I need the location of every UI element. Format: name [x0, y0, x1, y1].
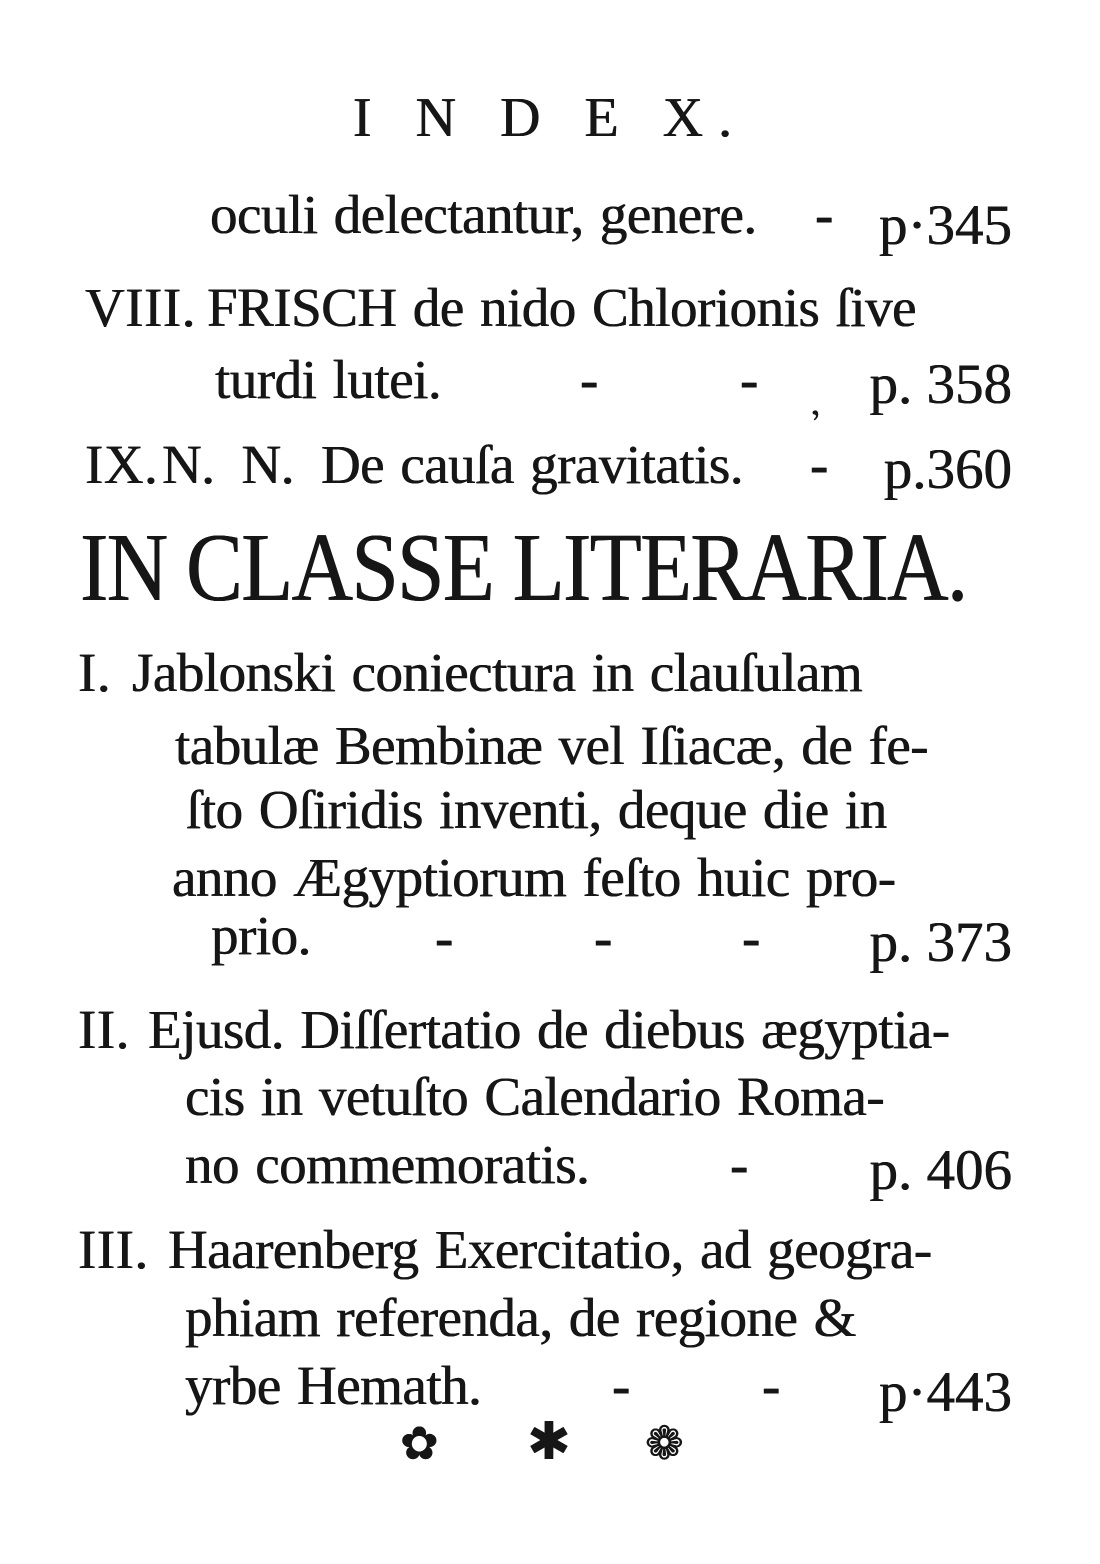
entry-number: IX.: [85, 434, 159, 495]
florette-ornament-icon: ✿: [400, 1416, 439, 1470]
leader-dash: -: [580, 349, 599, 410]
entry-number: I.: [78, 642, 112, 703]
leader-dash: -: [742, 907, 761, 968]
page-ref: p. 358: [869, 353, 1012, 416]
entry-line: ſto Oſiridis inventi, deque die in: [186, 779, 887, 840]
page-ref: p. 373: [869, 911, 1012, 974]
page-ref: p·345: [879, 194, 1012, 257]
page-ref: p·443: [879, 1361, 1012, 1424]
leader-dash: -: [730, 1134, 749, 1195]
entry-number: III.: [78, 1219, 149, 1280]
entry-line: no commemoratis.: [185, 1134, 590, 1195]
entry-number: II.: [78, 999, 130, 1060]
leader-dash: -: [612, 1355, 631, 1416]
leader-dash: -: [740, 349, 759, 410]
entry-line: N. N. De cauſa gravitatis.: [162, 434, 744, 495]
leader-dash: -: [810, 434, 829, 495]
florette-ornament-icon: ❁: [645, 1416, 684, 1470]
entry-line: Ejusd. Diſſertatio de diebus ægyptia-: [148, 999, 950, 1060]
entry-number: VIII.: [85, 277, 196, 338]
page-ref: p. 406: [869, 1139, 1012, 1202]
entry-line: Jablonski coniectura in clauſulam: [132, 642, 863, 703]
section-heading: IN CLASSE LITERARIA.: [80, 514, 967, 622]
leader-dash: -: [815, 184, 834, 245]
entry-line: Haarenberg Exercitatio, ad geogra-: [168, 1219, 932, 1280]
ink-speck: ʼ: [806, 401, 830, 443]
entry-line: prio.: [211, 905, 311, 966]
entry-line: phiam referenda, de regione &: [185, 1287, 856, 1348]
entry-line: turdi lutei.: [215, 349, 442, 410]
entry-continuation-text: oculi delectantur, genere.: [210, 184, 757, 245]
entry-line: cis in vetuſto Calendario Roma-: [185, 1066, 885, 1127]
entry-line: anno Ægyptiorum feſto huic pro-: [172, 847, 896, 908]
entry-line: yrbe Hemath.: [185, 1355, 482, 1416]
leader-dash: -: [594, 907, 613, 968]
entry-line: FRISCH de nido Chlorionis ſive: [207, 277, 916, 338]
entry-line: tabulæ Bembinæ vel Iſiacæ, de fe-: [175, 715, 929, 776]
asterisk-ornament-icon: ✱: [527, 1412, 571, 1472]
page-ref: p.360: [883, 438, 1012, 501]
leader-dash: -: [762, 1355, 781, 1416]
page-title: I N D E X.: [352, 87, 748, 149]
leader-dash: -: [435, 907, 454, 968]
